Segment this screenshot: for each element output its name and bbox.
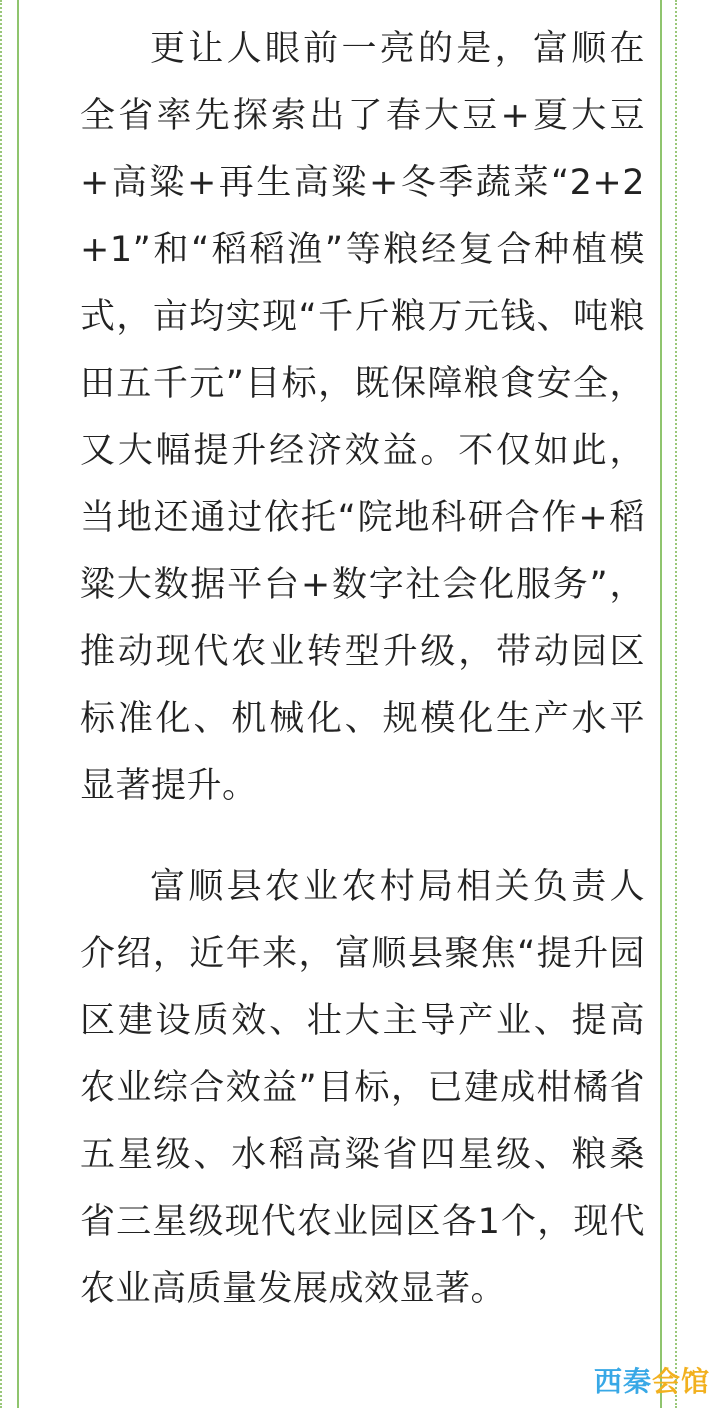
left-dotted-border (0, 0, 2, 1408)
right-solid-border (660, 0, 662, 1408)
article-body (80, 16, 645, 1323)
right-dotted-border (675, 0, 677, 1408)
left-solid-border (17, 0, 19, 1408)
watermark-logo (594, 1360, 710, 1400)
article-paragraph: 富顺县农业农村局相关负责人介绍，近年来，富顺县聚焦“提升园区建设质效、壮大主导产业、提高农业综合效益”目标，已建成柑橘省五星级、水稻高粱省四星级、粮桑省三星级现代农业园区各1个，现代农业高质量发展成效显著。 (80, 867, 645, 1309)
watermark-part2: 会馆 (651, 1365, 710, 1398)
article-paragraph: 更让人眼前一亮的是，富顺在全省率先探索出了春大豆+夏大豆+高粱+再生高粱+冬季蔬菜“2+2+1”和“稻稻渔”等粮经复合种植模式，亩均实现“千斤粮万元钱、吨粮田五千元”目标，既保障粮食安全，又大幅提升经济效益。不仅如此，当地还通过依托“院地科研合作+稻粱大数据平台+数字社会化服务”，推动现代农业转型升级，带动园区标准化、机械化、规模化生产水平显著提升。 (80, 29, 645, 806)
watermark-part1: 西秦 (593, 1365, 652, 1398)
